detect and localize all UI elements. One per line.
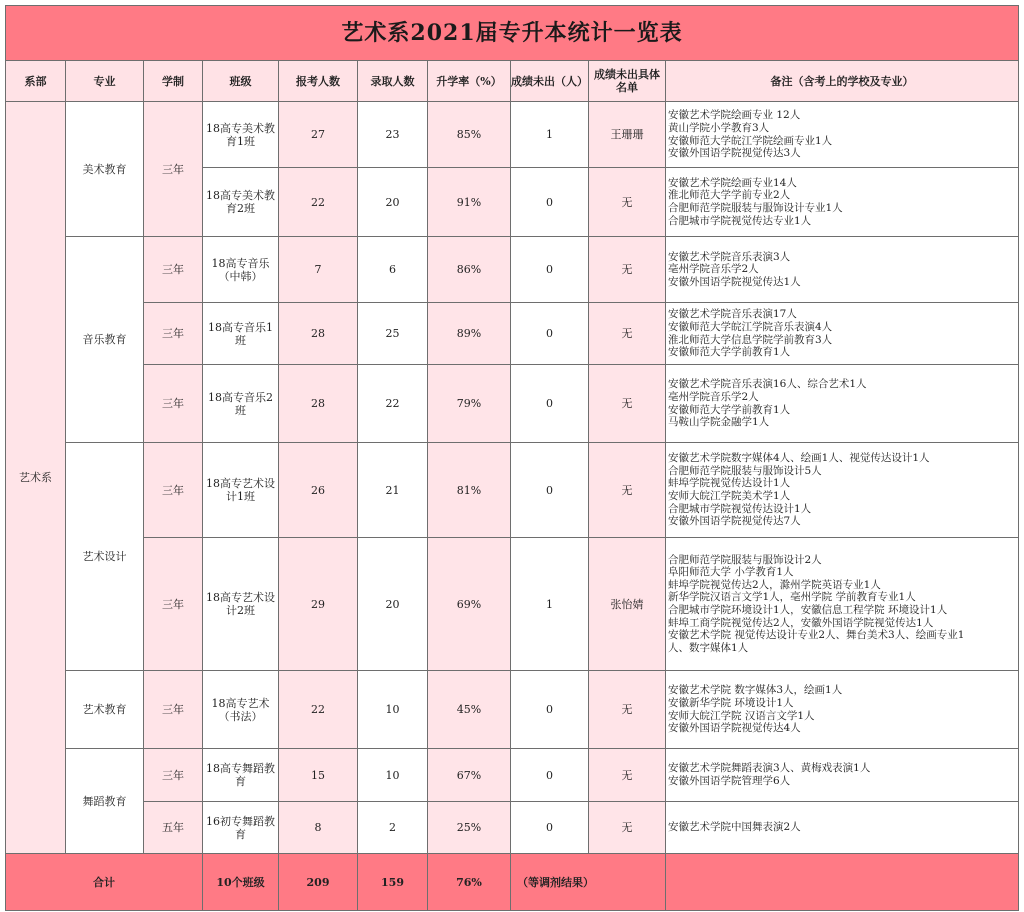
notes-cell: [666, 802, 1019, 854]
applicants-cell: 28: [279, 365, 358, 443]
pending-cell: 0: [511, 365, 589, 443]
pending-names-cell: 无: [589, 802, 666, 854]
pending-cell: 0: [511, 671, 589, 749]
class-cell: 16初专舞蹈教育: [203, 802, 279, 854]
applicants-cell: 8: [279, 802, 358, 854]
header-notes: 备注（含考上的学校及专业）: [666, 61, 1019, 102]
admitted-cell: 10: [358, 749, 428, 802]
major-cell: 美术教育: [66, 102, 144, 237]
duration-cell: 三年: [144, 749, 203, 802]
header-rate: 升学率（%）: [428, 61, 511, 102]
major-cell: 艺术设计: [66, 443, 144, 671]
pending-names-cell: 无: [589, 671, 666, 749]
applicants-cell: 15: [279, 749, 358, 802]
note-line: 合肥师范学院服装与服饰设计5人: [668, 464, 822, 477]
note-line: 安徽外国语学院管理学6人: [668, 775, 791, 787]
table-row: [6, 102, 1019, 168]
note-line: 安徽新华学院 环境设计1人: [668, 696, 794, 709]
rate-cell: 89%: [428, 303, 511, 365]
table-row: [6, 237, 1019, 303]
note-line: 合肥师范学院服装与服饰设计2人: [668, 553, 822, 566]
note-line: 安徽艺术学院 数字媒体3人，绘画1人: [668, 684, 843, 697]
note-line: 安徽艺术学院 视觉传达设计专业2人、舞台美术3人、绘画专业1: [668, 629, 965, 642]
duration-cell: 三年: [144, 443, 203, 538]
note-line: 安师大皖江学院 汉语言文学1人: [668, 709, 815, 722]
note-line: 淮北师范大学信息学院学前教育3人: [668, 333, 833, 346]
class-cell: 18高专艺术设计1班: [203, 443, 279, 538]
class-cell: 18高专艺术（书法）: [203, 671, 279, 749]
applicants-cell: 29: [279, 538, 358, 671]
major-cell: 艺术教育: [66, 671, 144, 749]
duration-cell: 三年: [144, 671, 203, 749]
pending-cell: 1: [511, 102, 589, 168]
admitted-cell: 22: [358, 365, 428, 443]
table-row: [6, 802, 1019, 854]
note-line: 安徽艺术学院音乐表演17人: [668, 308, 797, 321]
header-pending: 成绩未出（人）: [511, 61, 589, 102]
note-line: 安徽师范大学皖江学院绘画专业1人: [668, 134, 833, 147]
admitted-cell: 20: [358, 168, 428, 237]
table-row: [6, 365, 1019, 443]
header-pending-names: 成绩未出具体名单: [589, 61, 666, 102]
note-line: 安徽外国语学院视觉传达1人: [668, 275, 801, 288]
applicants-cell: 22: [279, 671, 358, 749]
admitted-cell: 25: [358, 303, 428, 365]
note-line: 亳州学院音乐学2人: [668, 390, 759, 403]
note-line: 蚌埠工商学院视觉传达2人，安徽外国语学院视觉传达1人: [668, 616, 934, 629]
note-line: 淮北师范大学学前专业2人: [668, 189, 791, 202]
total-row: [6, 854, 1019, 911]
header-major: 专业: [66, 61, 144, 102]
duration-cell: 三年: [144, 102, 203, 237]
table-row: [6, 538, 1019, 671]
header-duration: 学制: [144, 61, 203, 102]
note-line: 安徽师范大学皖江学院音乐表演4人: [668, 320, 833, 333]
note-line: 安徽艺术学院数字媒体4人、绘画1人、视觉传达设计1人: [668, 452, 930, 465]
note-line: 蚌埠学院视觉传达2人，滁州学院英语专业1人: [668, 578, 881, 591]
total-admitted: 159: [358, 854, 428, 911]
pending-names-cell: 张怡婧: [589, 538, 666, 671]
header-class: 班级: [203, 61, 279, 102]
duration-cell: 五年: [144, 802, 203, 854]
major-cell: 音乐教育: [66, 237, 144, 443]
notes-cell: [666, 365, 1019, 443]
applicants-cell: 28: [279, 303, 358, 365]
admitted-cell: 21: [358, 443, 428, 538]
rate-cell: 85%: [428, 102, 511, 168]
duration-cell: 三年: [144, 237, 203, 303]
class-cell: 18高专舞蹈教育: [203, 749, 279, 802]
table-row: [6, 671, 1019, 749]
note-line: 安师大皖江学院美术学1人: [668, 490, 791, 502]
rate-cell: 91%: [428, 168, 511, 237]
notes-cell: [666, 237, 1019, 303]
header-row: [6, 61, 1019, 102]
total-notes-empty: [666, 854, 1019, 911]
table-row: [6, 749, 1019, 802]
note-line: 亳州学院音乐学2人: [668, 263, 759, 276]
note-line: 黄山学院小学教育3人: [668, 121, 770, 134]
notes-cell: [666, 671, 1019, 749]
class-cell: 18高专美术教育2班: [203, 168, 279, 237]
class-cell: 18高专音乐（中韩）: [203, 237, 279, 303]
pending-names-cell: 无: [589, 443, 666, 538]
table-row: [6, 303, 1019, 365]
admitted-cell: 6: [358, 237, 428, 303]
note-line: 安徽外国语学院视觉传达3人: [668, 147, 801, 160]
note-line: 安徽艺术学院音乐表演16人、综合艺术1人: [668, 378, 867, 391]
page-title: 艺术系2021届专升本统计一览表: [6, 6, 1019, 61]
pending-names-cell: 无: [589, 749, 666, 802]
pending-names-cell: 无: [589, 303, 666, 365]
rate-cell: 69%: [428, 538, 511, 671]
pending-cell: 0: [511, 749, 589, 802]
note-line: 蚌埠学院视觉传达设计1人: [668, 477, 791, 490]
note-line: 安徽外国语学院视觉传达7人: [668, 515, 801, 528]
total-applicants: 209: [279, 854, 358, 911]
class-cell: 18高专音乐2班: [203, 365, 279, 443]
header-department: 系部: [6, 61, 66, 102]
note-line: 人、数字媒体1人: [668, 641, 749, 654]
note-line: 安徽外国语学院视觉传达4人: [668, 722, 801, 735]
applicants-cell: 26: [279, 443, 358, 538]
class-cell: 18高专美术教育1班: [203, 102, 279, 168]
applicants-cell: 27: [279, 102, 358, 168]
admitted-cell: 23: [358, 102, 428, 168]
pending-cell: 0: [511, 802, 589, 854]
pending-cell: 1: [511, 538, 589, 671]
rate-cell: 45%: [428, 671, 511, 749]
note-line: 安徽艺术学院绘画专业14人: [668, 176, 797, 189]
pending-names-cell: 无: [589, 168, 666, 237]
header-admitted: 录取人数: [358, 61, 428, 102]
pending-cell: 0: [511, 303, 589, 365]
rate-cell: 81%: [428, 443, 511, 538]
note-line: 安徽师范大学学前教育1人: [668, 403, 791, 416]
header-applicants: 报考人数: [279, 61, 358, 102]
notes-cell: [666, 443, 1019, 538]
class-cell: 18高专艺术设计2班: [203, 538, 279, 671]
notes-cell: [666, 303, 1019, 365]
note-line: 合肥城市学院视觉传达设计1人: [668, 502, 812, 515]
admitted-cell: 10: [358, 671, 428, 749]
note-line: 安徽艺术学院舞蹈表演3人、黄梅戏表演1人: [668, 762, 871, 775]
note-line: 新华学院汉语言文学1人，亳州学院 学前教育专业1人: [668, 591, 916, 604]
pending-cell: 0: [511, 168, 589, 237]
admitted-cell: 2: [358, 802, 428, 854]
statistics-sheet: [5, 5, 1018, 907]
table-row: [6, 443, 1019, 538]
note-line: 阜阳师范大学 小学教育1人: [668, 566, 794, 579]
class-cell: 18高专音乐1班: [203, 303, 279, 365]
rate-cell: 79%: [428, 365, 511, 443]
notes-cell: [666, 749, 1019, 802]
applicants-cell: 7: [279, 237, 358, 303]
total-label: 合计: [6, 854, 203, 911]
note-line: 安徽师范大学学前教育1人: [668, 346, 791, 359]
duration-cell: 三年: [144, 303, 203, 365]
rate-cell: 25%: [428, 802, 511, 854]
notes-cell: [666, 538, 1019, 671]
notes-cell: [666, 168, 1019, 237]
note-line: 安徽艺术学院中国舞表演2人: [668, 821, 801, 834]
note-line: 合肥师范学院服装与服饰设计专业1人: [668, 202, 843, 214]
pending-names-cell: 无: [589, 365, 666, 443]
department-cell: 艺术系: [6, 102, 66, 854]
major-cell: 舞蹈教育: [66, 749, 144, 854]
note-line: 马鞍山学院金融学1人: [668, 416, 770, 429]
note-line: 合肥城市学院视觉传达专业1人: [668, 214, 812, 227]
total-classes: 10个班级: [203, 854, 279, 911]
pending-cell: 0: [511, 237, 589, 303]
applicants-cell: 22: [279, 168, 358, 237]
note-line: 安徽艺术学院绘画专业 12人: [668, 109, 801, 122]
pending-cell: 0: [511, 443, 589, 538]
notes-cell: [666, 102, 1019, 168]
statistics-table: [5, 5, 1019, 911]
pending-names-cell: 无: [589, 237, 666, 303]
note-line: 合肥城市学院环境设计1人，安徽信息工程学院 环境设计1人: [668, 604, 948, 616]
total-rate: 76%: [428, 854, 511, 911]
duration-cell: 三年: [144, 538, 203, 671]
note-line: 安徽艺术学院音乐表演3人: [668, 250, 791, 263]
admitted-cell: 20: [358, 538, 428, 671]
duration-cell: 三年: [144, 365, 203, 443]
pending-names-cell: 王珊珊: [589, 102, 666, 168]
rate-cell: 67%: [428, 749, 511, 802]
rate-cell: 86%: [428, 237, 511, 303]
total-note: （等调剂结果）: [511, 854, 666, 911]
